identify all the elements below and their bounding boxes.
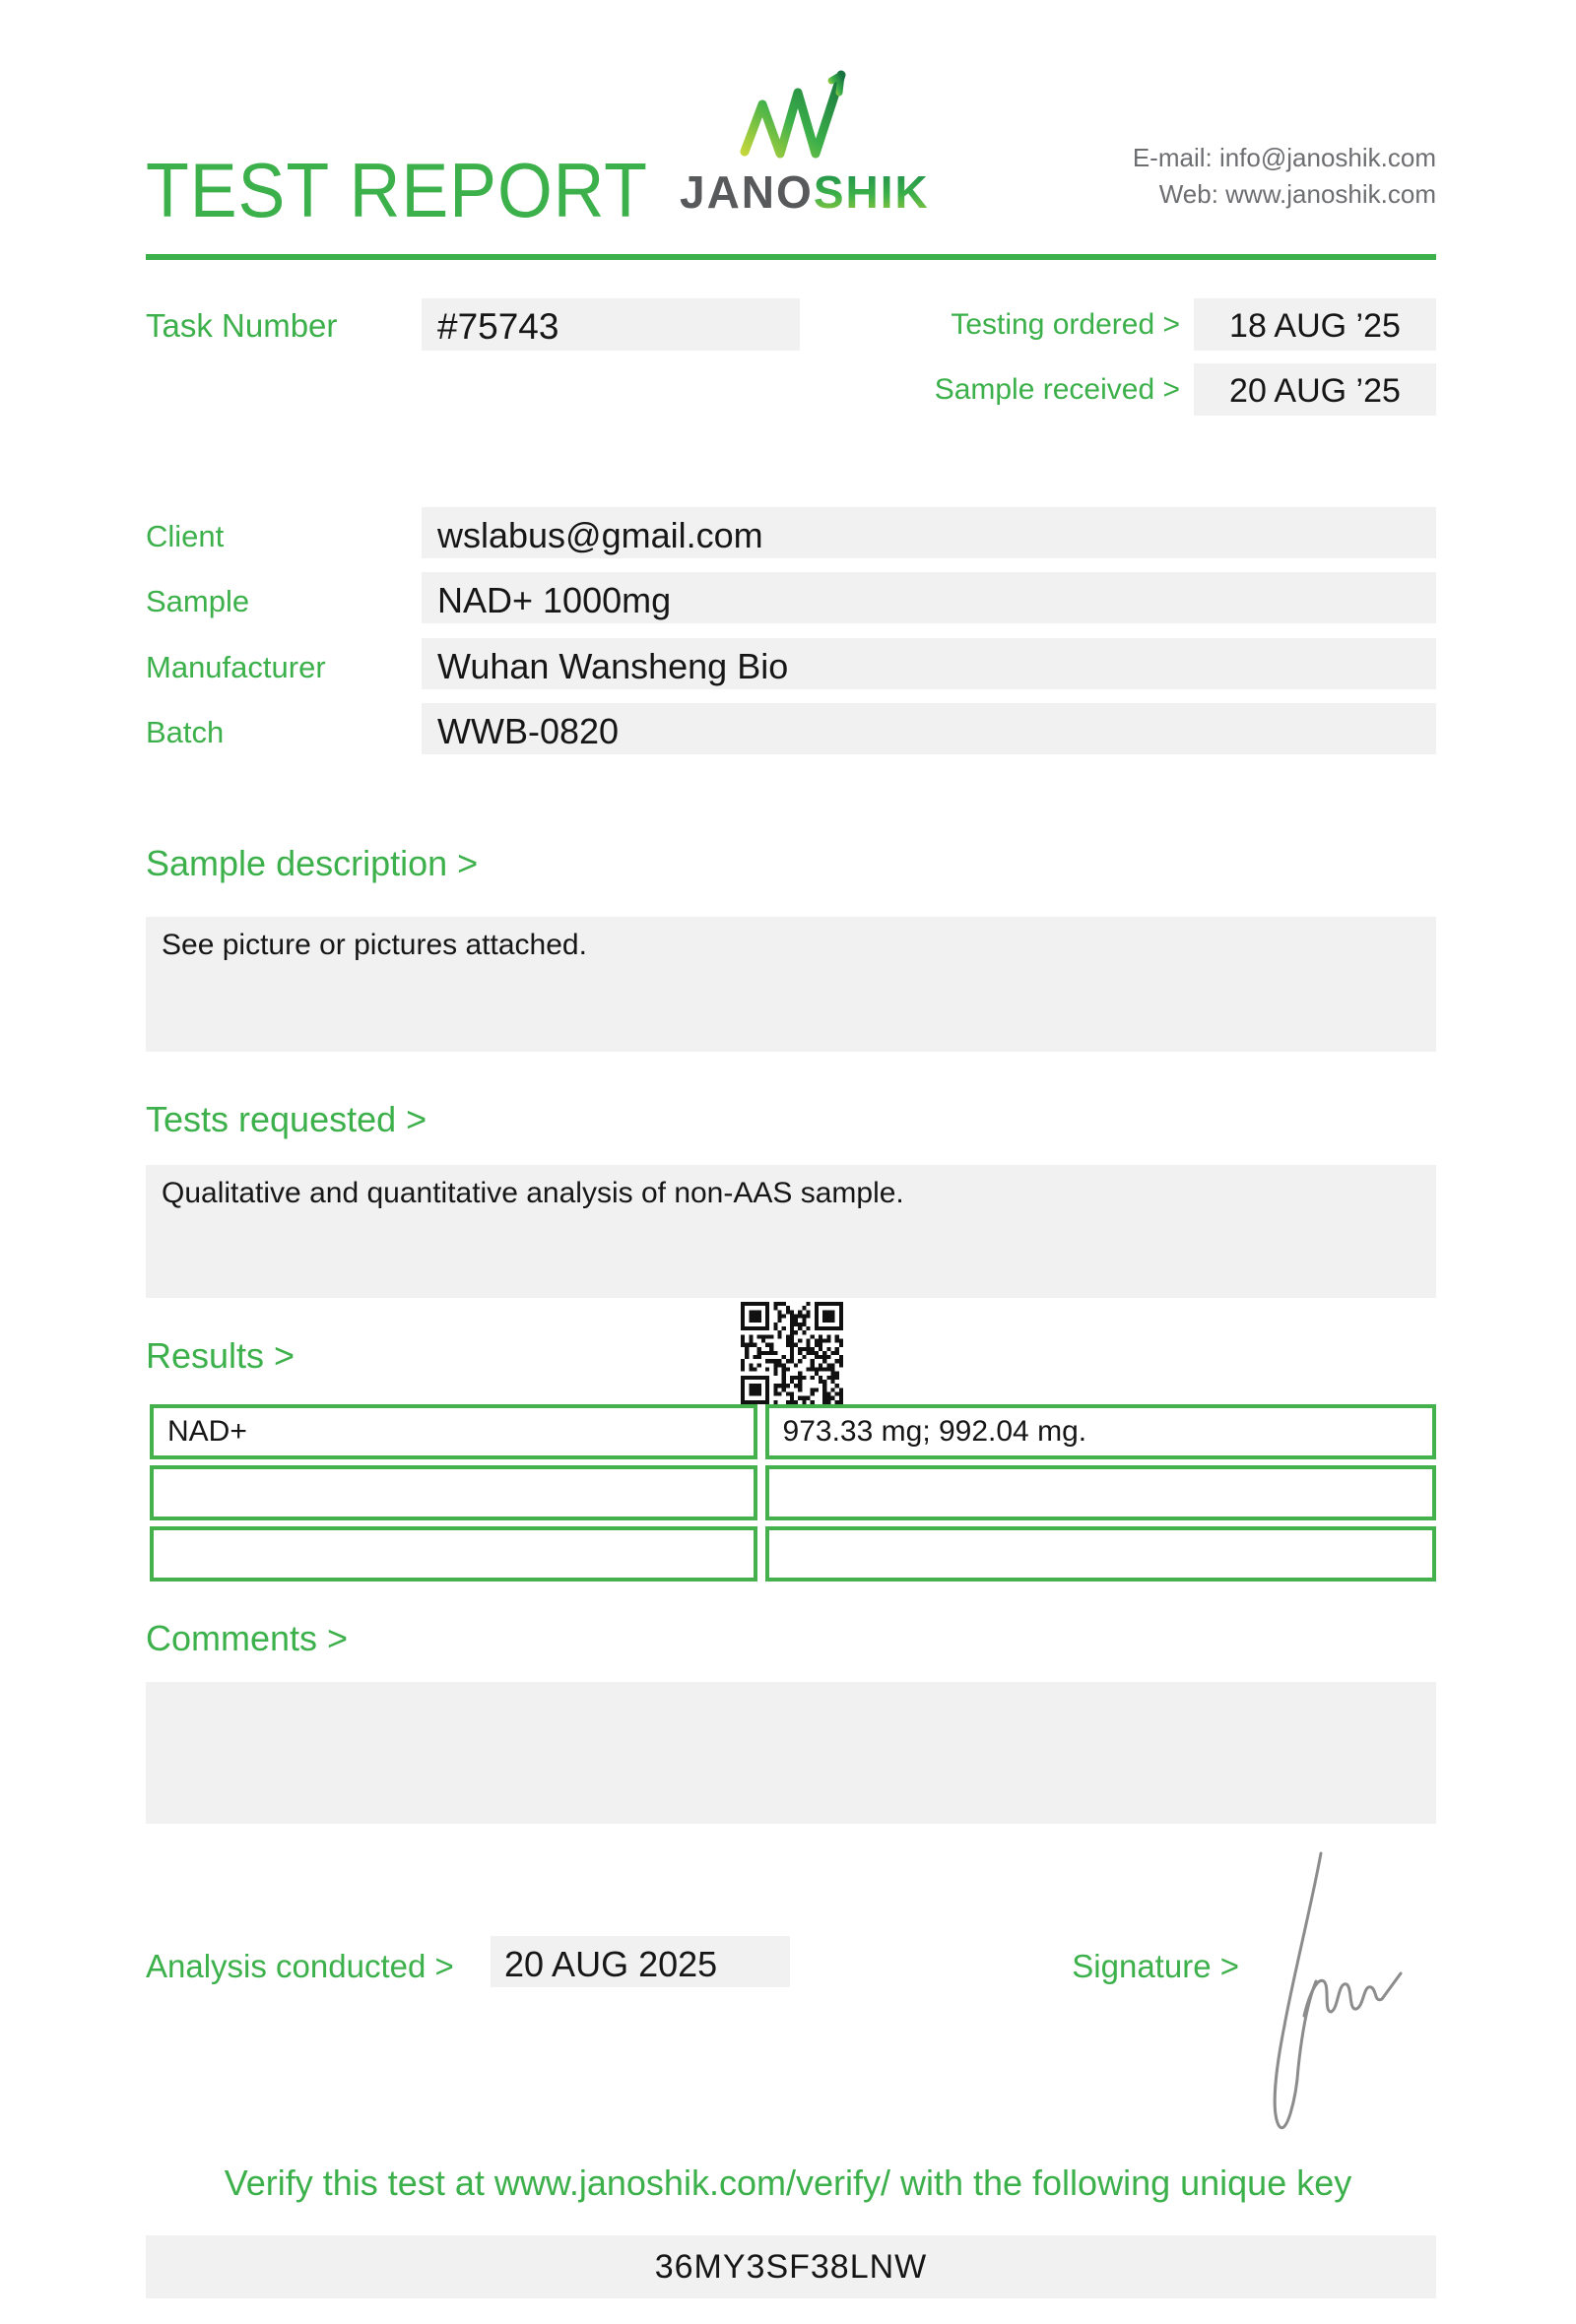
tests-requested-content: Qualitative and quantitative analysis of non-AAS sample. — [162, 1177, 904, 1209]
testing-ordered-value-box — [1194, 298, 1436, 351]
brand-wordmark-green: SHIK — [813, 166, 930, 218]
brand-wordmark — [680, 165, 930, 219]
testing-ordered-value: 18 AUG ’25 — [1229, 307, 1401, 345]
growth-chart-icon — [737, 67, 855, 165]
manufacturer-value-box — [422, 638, 1436, 689]
sample-received-value-box — [1194, 363, 1436, 416]
page-title: TEST REPORT — [146, 147, 648, 233]
comments-heading: Comments > — [146, 1618, 349, 1658]
result-analyte-cell — [150, 1465, 757, 1520]
task-number-label: Task Number — [146, 307, 338, 344]
header-divider — [146, 254, 1436, 260]
signature-label: Signature > — [1072, 1948, 1239, 1984]
tests-requested-box — [146, 1165, 1436, 1298]
contact-block — [1133, 140, 1436, 213]
comments-content — [146, 1682, 1436, 1694]
contact-email: E-mail: info@janoshik.com — [1132, 143, 1436, 172]
unique-key-box — [146, 2235, 1436, 2298]
table-row — [150, 1404, 1436, 1459]
verify-instruction: Verify this test at www.janoshik.com/verify/ with the following unique key — [224, 2163, 1352, 2203]
client-value-box — [422, 507, 1436, 558]
analysis-conducted-value: 20 AUG 2025 — [504, 1944, 718, 1984]
signature-image — [1253, 1834, 1411, 2149]
client-value: wslabus@gmail.com — [437, 515, 763, 555]
unique-key-value: 36MY3SF38LNW — [654, 2248, 928, 2286]
sample-received-label: Sample received > — [934, 373, 1180, 406]
analysis-conducted-value-box — [491, 1936, 790, 1987]
manufacturer-value: Wuhan Wansheng Bio — [437, 646, 789, 686]
results-heading: Results > — [146, 1335, 296, 1376]
batch-value-box — [422, 703, 1436, 754]
sample-value: NAD+ 1000mg — [437, 580, 672, 620]
sample-received-value: 20 AUG ’25 — [1229, 372, 1401, 410]
contact-web: Web: www.janoshik.com — [1158, 179, 1436, 209]
sample-label: Sample — [146, 584, 250, 618]
qr-code — [741, 1302, 843, 1404]
table-row — [150, 1526, 1436, 1582]
result-value-cell — [765, 1465, 1436, 1520]
comments-box — [146, 1682, 1436, 1824]
brand-wordmark-gray: JANO — [680, 166, 814, 218]
task-number-value-box — [422, 298, 800, 351]
result-value-cell: 973.33 mg; 992.04 mg. — [765, 1404, 1436, 1459]
result-value-cell — [765, 1526, 1436, 1582]
result-analyte-cell: NAD+ — [150, 1404, 757, 1459]
sample-description-box — [146, 917, 1436, 1052]
tests-requested-heading: Tests requested > — [146, 1099, 427, 1139]
batch-label: Batch — [146, 715, 225, 749]
manufacturer-label: Manufacturer — [146, 650, 326, 684]
sample-value-box — [422, 572, 1436, 623]
results-table — [142, 1398, 1444, 1587]
testing-ordered-label: Testing ordered > — [951, 308, 1180, 341]
sample-description-content: See picture or pictures attached. — [162, 929, 587, 961]
client-label: Client — [146, 519, 225, 553]
table-row — [150, 1465, 1436, 1520]
analysis-conducted-label: Analysis conducted > — [146, 1948, 454, 1984]
result-analyte-cell — [150, 1526, 757, 1582]
task-number-value: #75743 — [437, 306, 559, 347]
sample-description-heading: Sample description > — [146, 843, 479, 883]
batch-value: WWB-0820 — [437, 711, 620, 751]
